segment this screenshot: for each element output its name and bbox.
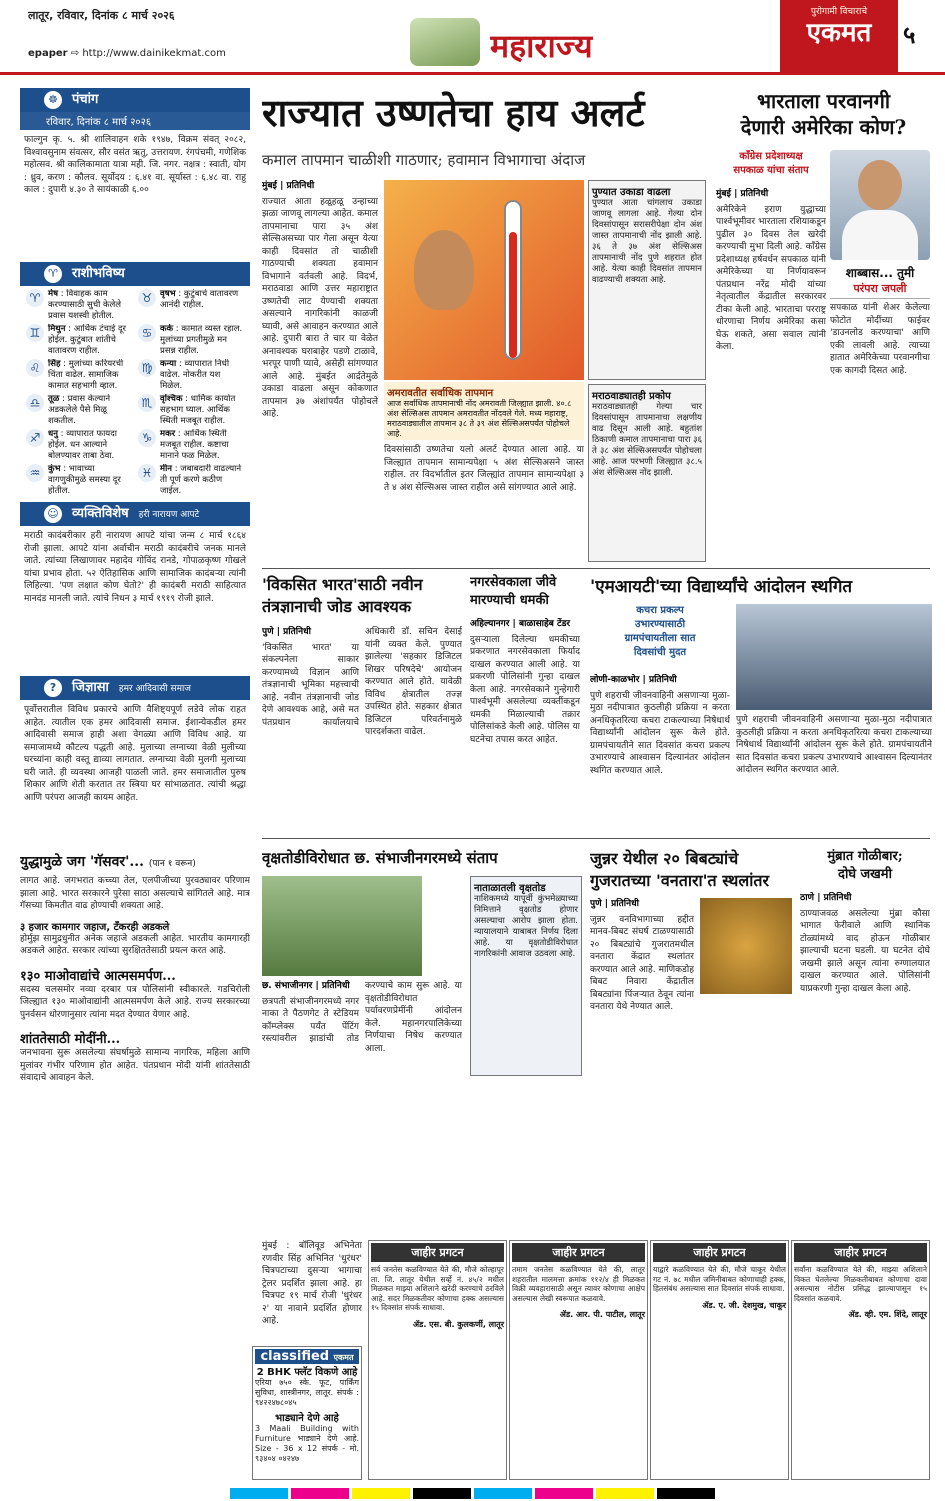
public-notice	[509, 1240, 648, 1480]
vyakti-subtitle: हरी नारायण आपटे	[138, 510, 200, 520]
rashi-text: वृषभ : कुटुंबाचे वातावरण आनंदी राहील.	[160, 289, 239, 310]
rashi-prediction: जबाबदारी वाढल्याने ती पूर्ण करणे कठीण जाईल.	[160, 464, 242, 496]
zodiac-sign-icon: ♊	[26, 324, 44, 342]
rashi-item	[26, 324, 132, 357]
tech-byline: पुणे | प्रतिनिधी	[262, 627, 311, 637]
rashi-text: सिंह : मुलांच्या करियरची चिंता वाढेल. सामाजिक कामात सहभागी व्हाल.	[48, 359, 124, 391]
rashi-name: तूळ	[48, 394, 60, 404]
rashi-name: मीन	[160, 464, 173, 474]
america-headline	[716, 88, 931, 158]
panchang-text: फाल्गुन कृ. ५. श्री शालिवाहन शके १९४७, विक्रम संवत् २०८२, विश्वावसुनाम संवत्सर, सौर वसंत ऋतु, उत्तरायण. रंगपंचमी, गणेशिक महोत्सव. श्री कालिकामाता यात्रा मही. जि. नगर. नक्षत्र : स्वाती, योग : ध्रुव, करण : कौलव. सूर्योदय : ६.४१ वा. सूर्यास्त : ६.४८ वा. राहु काल : दुपारी ४.३० ते सायंकाळी ६.००	[24, 135, 246, 195]
war-sub-3: १३० माओवाद्यांचे आत्मसमर्पण...	[20, 968, 176, 984]
rashi-item	[138, 359, 244, 392]
rashi-prediction: व्यापारात निधी वाढेल. नोकरीत यश मिळेल.	[160, 359, 230, 391]
notice-text: सर्वांना कळविण्यात येते की, माझ्या अशिलाने विकत घेतलेल्या मिळकतीबाबत कोणाचा दावा असल्यास नोटीस प्रसिद्ध झाल्यापासून १५ दिवसांत कळवावे.	[794, 1265, 927, 1303]
rashi-name: सिंह	[48, 359, 61, 369]
maharashtra-map-icon	[410, 18, 480, 66]
jigyasa-text: पूर्वोत्तरातील विविध प्रकारचे आणि वैशिष्ट्यपूर्ण लडेवे लोक राहत आहेत. त्यातील एक हमर आदिवासी समाज. ईशान्येकडील हमर आदिवासी समाज हाही अशा वेगळ्या आणि विविध आहे. या समाजामध्ये कौटल्य पद्धती आहे. मुलाच्या लग्नाच्या वेळी मुलीच्या घरच्यांना काही वस्तू द्याव्या लागतात. लग्नाच्या वेळी मुलगी मुलाच्या घरी जाते. ही व्यवस्था आजही पाळली जाते. हमर समाजातील पुरुष शिकार आणि शेती करतात तर स्त्रिया घर सांभाळतात. त्यांची श्रद्धा आणि परंपरा आजही कायम आहेत.	[24, 705, 246, 803]
rashi-title: राशीभविष्य	[72, 266, 125, 281]
notice-title: जाहीर प्रगटन	[653, 1243, 786, 1262]
ad1-title: 2 BHK फ्लॅट विकणे आहे	[256, 1367, 358, 1378]
rashi-text: वृश्चिक : धार्मिक कार्यात सहभाग घ्याल. आर्थिक स्थिती मजबूत राहील.	[160, 394, 236, 426]
rashi-text: धनु : व्यापारात फायदा होईल. धन आल्याने बोलण्यावर ताबा ठेवा.	[48, 429, 117, 461]
notice-title: जाहीर प्रगटन	[794, 1243, 927, 1262]
notice-signatory: ॲड. आर. पी. पाटील, लातूर	[559, 1310, 645, 1319]
rashi-prediction: प्रवास केल्याने अडकलेले पैसे मिळू शकतील.	[48, 394, 111, 426]
brand-logo	[780, 0, 898, 72]
ad1-text: एरिया ७५० स्के. फूट, पार्किंग सुविधा, शास्त्रीनगर, लातूर. संपर्क : ९४२२४७८०४५	[255, 1378, 359, 1407]
jigyasa-section	[20, 676, 250, 846]
photo-caption-text: आज सर्वाधिक तापमानाची नोंद अमरावती जिल्ह्यात झाली. ४०.८ अंश सेल्सिअस तापमान अमरावतीत नोंदवले गेले. मध्य महाराष्ट्र, मराठवाड्यातील तापमान ३८ ते ३९ अंश सेल्सिअसपर्यंत पोहोचले आहे.	[387, 399, 572, 438]
mit-sub-1: कचरा प्रकल्प	[636, 605, 684, 616]
tree-text: छत्रपती संभाजीनगरमध्ये नगर नाका ते पैठणगेट ते स्टेडियम कॉम्प्लेक्स पर्यंत पेंटिंग रस्त्यांवरील झाडांची तोड करण्याचे काम सुरू आहे. या वृक्षतोडीविरोधात पर्यावरणप्रेमींनी आंदोलन केले. महानगरपालिकेच्या निर्णयाचा निषेध करण्यात आला.	[262, 981, 462, 1054]
tech-body	[262, 626, 462, 832]
america-quote-box	[830, 264, 930, 564]
rashi-name: कुंभ	[48, 464, 61, 474]
person-icon: ☺	[44, 505, 62, 523]
masthead-rule	[0, 72, 945, 75]
america-byline: मुंबई | प्रतिनिधी	[716, 189, 769, 199]
america-body: अमेरिकेने इराण युद्धाच्या पार्श्वभूमीवर भारताला रशियाकडून पुढील ३० दिवस तेल खरेदी करण्याची मुभा दिली आहे. काँग्रेस प्रदेशाध्यक्ष हर्षवर्धन सपकाळ यांनी अमेरिकेच्या या निर्णयावरून पंतप्रधान नरेंद्र मोदी यांच्या नेतृत्वातील केंद्रातील सरकारवर टीका केली आहे. भारताचा परराष्ट्र धोरणाचा निर्णय अमेरिका कसा घेऊ शकते, असा सवाल त्यांनी केला.	[716, 204, 826, 352]
jigyasa-subtitle: हमर आदिवासी समाज	[118, 684, 191, 694]
rashi-text: मेष : विवाहक काम करण्यासाठी सुची केलेले प्रवास यशस्वी होतील.	[48, 289, 122, 321]
mit-sub-2: उभारण्यासाठी	[634, 619, 686, 630]
quote-title: शाब्बास... तुमी	[845, 266, 915, 280]
panchang-date: रविवार, दिनांक ८ मार्च २०२६	[20, 112, 250, 130]
jigyasa-header	[20, 676, 250, 700]
rashi-item	[138, 394, 244, 427]
thermometer-icon	[504, 200, 522, 360]
classified-label: classified	[260, 1349, 330, 1364]
rashi-name: धनु	[48, 429, 58, 439]
leopard-headline-1: जुन्नर येथील २० बिबट्यांचे	[590, 849, 739, 868]
public-notice	[791, 1240, 930, 1480]
zodiac-sign-icon: ♋	[138, 324, 156, 342]
tree-box-text: नाशिकमध्ये यापूर्वी कुंभमेळ्याच्या निमित्ताने वृक्षतोड होणार असल्याचा आरोप झाला होता. न्यायालयाने याबाबत निर्णय दिला आहे. या वृक्षतोडीविरोधात नागरिकांनी आवाज उठवला आहे.	[474, 894, 578, 959]
war-sub-2: ३ हजार कामगार जहाज, टँकरही अडकले	[20, 921, 170, 933]
notice-signatory: ॲड. व्ही. एम. शिंदे, लातूर	[848, 1310, 927, 1319]
brand-name: एकमत	[806, 18, 872, 48]
tree-headline: वृक्षतोडीविरोधात छ. संभाजीनगरमध्ये संताप	[262, 849, 498, 867]
quote-subtitle: परंपरा जपली	[830, 281, 930, 299]
nagar-byline: अहिल्यानगर | बाळासाहेब टेंडर	[470, 619, 571, 629]
issue-date: लातूर, रविवार, दिनांक ८ मार्च २०२६	[28, 9, 175, 22]
mit-protest-photo	[736, 604, 932, 710]
mumbra-body	[800, 892, 930, 1112]
masthead	[0, 0, 945, 72]
rashi-item	[26, 359, 132, 392]
marathwada-text: मराठवाड्यातही गेल्या चार दिवसांपासून तापमानाचा लक्षणीय वाढ दिसून आली आहे. बहुतांश ठिकाणी कमाल तापमानाचा पारा ३६ ते ३८ अंश सेल्सिअसपर्यंत पोहोचला आहे. आज परभणी जिल्ह्यात ३८.५ अंश सेल्सिअस नोंद झाली.	[592, 402, 702, 478]
mit-text: पुणे शहराची जीवनवाहिनी असणाऱ्या मुळा-मुठा नदीपात्रात कुठलीही प्रक्रिया न करता अनधिकृतरित्या कचरा टाकल्याच्या निषेधार्थ विद्यार्थ्यांनी आंदोलन सुरू केले होते. ग्रामपंचायतीने सात दिवसांत कचरा प्रकल्प उभारण्याचे आश्वासन दिल्यानंतर आंदोलन स्थगित करण्यात आले.	[590, 690, 730, 776]
panchang-header	[20, 88, 250, 112]
vyakti-title: व्यक्तिविशेष	[72, 506, 129, 521]
marathwada-box	[588, 384, 706, 562]
rashi-name: कन्या	[160, 359, 177, 369]
rashi-text: मिथुन : आर्थिक टंचाई दूर होईल. कुटुंबात शांतीचे वातावरण राहील.	[48, 324, 127, 356]
pune-heat-box	[588, 180, 706, 380]
section-title: महाराज्य	[490, 27, 593, 65]
notice-title: जाहीर प्रगटन	[371, 1243, 504, 1262]
photo-caption-title: अमरावतीत सर्वाधिक तापमान	[387, 388, 494, 399]
pune-heat-text: पुण्यात आता चांगलाच उकाडा जाणवू लागला आहे. गेल्या दोन दिवसांपासून सरासरीपेक्षा दोन अंश जास्त तापमानाची नोंद झाली आहे. ३६ ते ३७ अंश सेल्सिअस तापमानाची नोंद पुणे शहरात होत आहे. येत्या काही दिवसांत तापमान वाढण्याची शक्यता आहे.	[592, 198, 702, 285]
nagar-headline-2: मारण्याची धमकी	[470, 593, 549, 608]
classified-brand: एकमत	[333, 1353, 354, 1362]
heatwave-photo	[384, 180, 584, 380]
mit-sub-4: दिवसांची मुदत	[633, 647, 687, 658]
rashi-item	[26, 394, 132, 427]
jigyasa-title: जिज्ञासा	[72, 680, 109, 695]
mit-subhead	[590, 604, 730, 670]
panchang-title: पंचांग	[72, 92, 99, 107]
rashi-item	[26, 289, 132, 322]
tree-byline: छ. संभाजीनगर | प्रतिनिधी	[262, 981, 350, 991]
mumbra-headline-1: मुंब्रात गोळीबार;	[827, 849, 903, 864]
zodiac-sign-icon: ♈	[26, 289, 44, 307]
ad2-text: 3 Maali Building with Furniture भाड्याने देणे आहे. Size - 36 x 12 संपर्क - मो. ९३४०४ ०४२४७	[255, 1424, 359, 1463]
zodiac-sign-icon: ♓	[138, 464, 156, 482]
leopard-headline-2: गुजरातच्या 'वनतारा'त स्थलांतर	[590, 871, 770, 890]
tech-text: 'विकसित भारत' या संकल्पनेला साकार करण्यामध्ये विज्ञान आणि तंत्रज्ञानाची भूमिका महत्त्वाची आहे. नवीन तंत्रज्ञानाची जोड देणे आवश्यक आहे, असे मत पंतप्रधान कार्यालयाचे अधिकारी डॉ. सचिन देसाई यांनी व्यक्त केले. पुण्यात झालेल्या 'सहकार डिजिटल शिखर परिषदेचे' आयोजन करण्यात आले होते. यावेळी विविध क्षेत्रातील तज्ज्ञ उपस्थित होते. सहकार क्षेत्रात डिजिटल परिवर्तनामुळे पारदर्शकता वाढेल.	[262, 627, 462, 737]
war-cont: (पान १ वरून)	[148, 859, 196, 869]
nagar-body	[470, 618, 580, 832]
mit-body-right: पुणे शहराची जीवनवाहिनी असणाऱ्या मुळा-मुठा नदीपात्रात कुठलीही प्रक्रिया न करता अनधिकृतरित्या कचरा टाकल्याच्या निषेधार्थ विद्यार्थ्यांनी आंदोलन सुरू केले होते. ग्रामपंचायतीने सात दिवसांत कचरा प्रकल्प उभारण्याचे आश्वासन दिल्यानंतर आंदोलन स्थगित करण्यात आले.	[736, 715, 932, 775]
zodiac-sign-icon: ♉	[138, 289, 156, 307]
zodiac-sign-icon: ♑	[138, 429, 156, 447]
rashi-prediction: मुलांच्या करियरची चिंता वाढेल. सामाजिक कामात सहभागी व्हाल.	[48, 359, 124, 391]
rashi-item	[138, 429, 244, 462]
rashi-prediction: विवाहक काम करण्यासाठी सुची केलेले प्रवास यशस्वी होतील.	[48, 289, 122, 321]
zodiac-sign-icon: ♌	[26, 359, 44, 377]
tech-headline-1: 'विकसित भारत'साठी नवीन	[262, 575, 423, 594]
pune-heat-title: पुण्यात उकाडा वाढला	[592, 187, 671, 198]
america-subhead	[716, 150, 826, 186]
marathwada-title: मराठवाड्यातही प्रकोप	[592, 391, 671, 402]
vyakti-header	[20, 502, 250, 526]
rashi-item	[138, 324, 244, 357]
rashi-prediction: भावाच्या वागणुकीमुळे समस्या दूर होतील.	[48, 464, 121, 496]
notice-text: तमाम जनतेस कळविण्यात येते की, लातूर शहरातील मालमत्ता क्रमांक ११२/४ ही मिळकत विक्री व्यवहारासाठी असून त्यावर कोणाचा आक्षेप असल्यास लेखी स्वरूपात कळवावे.	[512, 1265, 645, 1303]
rashi-name: कर्क	[160, 324, 174, 334]
tree-protest-photo	[262, 876, 422, 976]
notice-text: याद्वारे कळविण्यात येते की, मौजे चाकूर येथील गट नं. ७८ मधील जमिनीबाबत कोणाचाही हक्क, हितसंबंध असल्यास सात दिवसांत संपर्क साधावा.	[653, 1265, 786, 1293]
war-body-4: जनभावना सुरू असलेल्या संघर्षामुळे सामान्य नागरिक, महिला आणि मुलांवर गंभीर परिणाम होत आहेत. पंतप्रधान मोदी यांनी शांततेसाठी संवादाचे आवाहन केले.	[20, 1048, 250, 1083]
rashi-item	[26, 429, 132, 462]
rashi-name: मिथुन	[48, 324, 66, 334]
rashi-prediction: आर्थिक टंचाई दूर होईल. कुटुंबात शांतीचे वातावरण राहील.	[48, 324, 127, 356]
mit-byline: लोणी-काळभोर | प्रतिनिधी	[590, 675, 677, 685]
notice-signatory: ॲड. ए. जी. देशमुख, चाकूर	[702, 1300, 786, 1310]
tree-body	[262, 980, 462, 1230]
notices-area	[368, 1240, 932, 1480]
classified-header	[255, 1349, 359, 1364]
public-notice	[650, 1240, 789, 1480]
lead-column-2: दिवसांसाठी उष्णतेचा यलो अलर्ट देण्यात आला आहे. या जिल्ह्यात तापमान सामान्यपेक्षा ५ अंश सेल्सिअसने जास्त राहील. तर विदर्भातील इतर जिल्ह्यांत तापमान सामान्यपेक्षा ३ ते ४ अंश सेल्सिअस जास्त राहील असे सांगण्यात आले आहे.	[384, 445, 584, 493]
zodiac-sign-icon: ♏	[138, 394, 156, 412]
rashi-item	[26, 464, 132, 497]
mumbra-headline-2: दोघे जखमी	[838, 867, 892, 882]
zodiac-sign-icon: ♐	[26, 429, 44, 447]
america-column	[716, 188, 826, 564]
lead-body: राज्यात आता हळूहळू उन्हाच्या झळा जाणवू लागल्या आहेत. कमाल तापमानाचा पारा ३५ अंश सेल्सिअसच्या पार गेला असून येत्या काही दिवसांत तो चाळीशी गाठण्याची शक्यता हवामान विभागाने वर्तवली आहे. विदर्भ, मराठवाडा आणि उत्तर महाराष्ट्रात उष्णतेची लाट येण्याची शक्यता असल्याने नागरिकांनी काळजी घ्यावी, असे आवाहन करण्यात आले आहे. दुपारी बारा ते चार या वेळेत अनावश्यक घराबाहेर पडणे टाळावे, भरपूर पाणी प्यावे, असेही सांगण्यात आले आहे. मुंबईत आर्द्रतेमुळे उकाडा वाढला असून कोकणात तापमान ३७ अंशांपर्यंत पोहोचले आहे.	[262, 196, 378, 419]
war-sub-4: शांततेसाठी मोदींनी...	[20, 1032, 121, 1047]
zodiac-sign-icon: ♒	[26, 464, 44, 482]
vyakti-section	[20, 502, 250, 672]
mit-sub-3: ग्रामपंचायतीला सात	[624, 633, 696, 644]
tech-headline-2: तंत्रज्ञानाची जोड आवश्यक	[262, 597, 412, 616]
rashi-prediction: आर्थिक स्थिती मजबूत राहील. कष्टाचा मानाने फळ मिळेल.	[160, 429, 229, 461]
war-body: लागत आहे. जगभरात कच्च्या तेल, एलपीजीच्या पुरवठ्यावर परिणाम झाला आहे. भारत सरकारने पुरेसा साठा असल्याचे सांगितले आहे. मात्र गॅसच्या किमतीत वाढ होण्याची शक्यता आहे.	[20, 876, 250, 911]
america-sub2: सपकाळ यांचा संताप	[733, 165, 809, 176]
leopard-photo	[700, 898, 792, 994]
zodiac-sign-icon: ♎	[26, 394, 44, 412]
zodiac-icon: ♈	[44, 265, 62, 283]
tree-box-title: नाताळातली वृक्षतोड	[474, 883, 546, 894]
rashi-text: कुंभ : भावाच्या वागणुकीमुळे समस्या दूर होतील.	[48, 464, 121, 496]
sapkal-photo	[830, 150, 930, 260]
mit-body-left	[590, 674, 730, 832]
nagar-headline	[470, 574, 580, 614]
america-sub1: काँग्रेस प्रदेशाध्यक्ष	[739, 151, 803, 162]
mit-headline: 'एमआयटी'च्या विद्यार्थ्यांचे आंदोलन स्थगित	[590, 577, 853, 597]
notice-title: जाहीर प्रगटन	[512, 1243, 645, 1262]
lead-byline: मुंबई | प्रतिनिधी	[262, 181, 315, 191]
panchang-section	[20, 88, 250, 260]
classified-section	[252, 1346, 362, 1480]
vyakti-text: मराठी कादंबरीकार हरी नारायण आपटे यांचा जन्म ८ मार्च १८६४ रोजी झाला. आपटे यांना अर्वाचीन मराठी कादंबरीचे जनक मानले जाते. त्यांच्या लिखाणावर महादेव गोविंद रानडे, गोपाळकृष्ण गोखले यांचा प्रभाव होता. ५२ ऐतिहासिक आणि सामाजिक कादंबऱ्या त्यांनी लिहिल्या. 'पण लक्षात कोण घेतो?' ही कादंबरी मराठी साहित्यात मानदंड मानली जाते. त्यांचे निधन ३ मार्च १९१९ रोजी झाले.	[24, 531, 246, 604]
tech-headline	[262, 574, 462, 622]
zodiac-sign-icon: ♍	[138, 359, 156, 377]
quote-text: सपकाळ यांनी शेअर केलेल्या फोटोत मोदींच्या फाईवर 'डाउनलोड करण्याचा' आणि एकी लावली आहे. त्याच्या हातात अमेरिकेच्या परवानगीचा एक कागदी दिसत आहे.	[830, 303, 930, 376]
page-number: ५	[903, 21, 916, 49]
film-brief: मुंबई : बॉलिवूड अभिनेता रणवीर सिंह अभिनित 'धुरंधर' चित्रपटाच्या दुसऱ्या भागाचा ट्रेलर प्रदर्शित झाला आहे. हा चित्रपट १९ मार्च रोजी 'धुरंधर २' या नावाने प्रदर्शित होणार आहे.	[262, 1241, 362, 1326]
rashi-prediction: धार्मिक कार्यात सहभाग घ्याल. आर्थिक स्थिती मजबूत राहील.	[160, 394, 236, 426]
calendar-icon: ☸	[44, 91, 62, 109]
nagar-headline-1: नगरसेवकाला जीवे	[470, 575, 557, 590]
notice-signatory: ॲड. एस. बी. कुलकर्णी, लातूर	[412, 1319, 504, 1329]
rashi-header	[20, 262, 250, 286]
epaper-line[interactable]: epaper ⇨ http://www.dainikekmat.com	[28, 48, 226, 59]
war-body-3: सदस्य चलसमोर नव्या दरबार पत्र पोलिसांनी स्वीकारले. गडचिरोली जिल्ह्यात १३० माओवाद्यांनी आत्मसमर्पण केले आहे. राज्य सरकारच्या पुनर्वसन धोरणानुसार त्यांना मदत देण्यात येणार आहे.	[20, 984, 250, 1020]
leopard-byline: पुणे | प्रतिनिधी	[590, 899, 639, 909]
photo-caption	[384, 382, 584, 440]
rashi-section	[20, 262, 250, 500]
mumbra-headline	[800, 848, 930, 888]
public-notice	[368, 1240, 507, 1480]
question-icon: ?	[44, 679, 62, 697]
rashi-grid	[20, 286, 250, 500]
rashi-text: मकर : आर्थिक स्थिती मजबूत राहील. कष्टाचा मानाने फळ मिळेल.	[160, 429, 229, 461]
war-headline	[20, 852, 250, 871]
rashi-prediction: व्यापारात फायदा होईल. धन आल्याने बोलण्यावर ताबा ठेवा.	[48, 429, 117, 461]
rashi-prediction: कुटुंबाचे वातावरण आनंदी राहील.	[160, 289, 239, 310]
rashi-name: वृश्चिक	[160, 394, 183, 404]
leopard-body	[590, 898, 694, 1098]
lead-column-1	[262, 180, 378, 560]
rashi-item	[138, 464, 244, 497]
war-title: युद्धामुळे जग 'गॅसवर'...	[20, 854, 145, 870]
ad2-title: भाड्याने देणे आहे	[275, 1413, 339, 1424]
rashi-prediction: कामात व्यस्त रहाल. मुलांच्या प्रगतीमुळे मन प्रसन्न राहील.	[160, 324, 243, 356]
woman-figure	[414, 230, 474, 310]
lead-subhead: कमाल तापमान चाळीशी गाठणार; हवामान विभागाचा अंदाज	[262, 151, 586, 169]
nagar-text: दुसऱ्याला दिलेल्या धमकीच्या प्रकरणात नगरसेवकाला फिर्याद दाखल करण्यात आली आहे. या प्रकरणी पोलिसांनी गुन्हा दाखल केला आहे. नगरसेवकाने गुन्हेगारी पार्श्वभूमी असलेल्या व्यक्तींकडून धमकी मिळाल्याची तक्रार पोलिसांकडे केली आहे. पोलिस या घटनेचा तपास करत आहेत.	[470, 634, 580, 745]
rashi-name: वृषभ	[160, 289, 176, 299]
tree-side-box	[470, 876, 582, 1076]
rashi-name: मेष	[48, 289, 58, 299]
website-url[interactable]: http://www.dainikekmat.com	[82, 48, 226, 59]
lead-headline: राज्यात उष्णतेचा हाय अलर्ट	[262, 90, 645, 135]
mumbra-byline: ठाणे | प्रतिनिधी	[800, 893, 852, 903]
war-body-2: होर्मुझ सामुद्रधुनीत अनेक जहाजे अडकली आहेत. भारतीय कामगारही अडकले आहेत. सरकार त्यांच्या सुरक्षिततेसाठी प्रयत्न करत आहे.	[20, 933, 250, 956]
leopard-headline	[590, 848, 790, 896]
mumbra-text: ठाण्याजवळ असलेल्या मुंब्रा कौसा भागात फेरीवाले आणि स्थानिक टोळ्यांमध्ये वाद होऊन गोळीबार झाल्याची घटना घडली. या घटनेत दोघे जखमी झाले असून त्यांना रुग्णालयात दाखल करण्यात आले. पोलिसांनी याप्रकरणी गुन्हा दाखल केला आहे.	[800, 908, 930, 994]
leopard-text: जुन्नर वनविभागाच्या हद्दीत मानव-बिबट संघर्ष टाळण्यासाठी २० बिबट्यांचे गुजरातमधील वनतारा केंद्रात स्थलांतर करण्यात आले आहे. माणिकडोह बिबट निवारा केंद्रातील बिबट्यांना पिंजऱ्यात ठेवून त्यांना वनतारा येथे नेण्यात आले.	[590, 914, 694, 1012]
war-section	[20, 852, 250, 1482]
epaper-label: epaper	[28, 48, 68, 59]
rashi-text: तूळ : प्रवास केल्याने अडकलेले पैसे मिळू शकतील.	[48, 394, 111, 426]
color-registration-strip	[0, 1486, 945, 1501]
rashi-text: कन्या : व्यापारात निधी वाढेल. नोकरीत यश मिळेल.	[160, 359, 230, 391]
rashi-text: कर्क : कामात व्यस्त रहाल. मुलांच्या प्रगतीमुळे मन प्रसन्न राहील.	[160, 324, 243, 356]
rashi-name: मकर	[160, 429, 176, 439]
rashi-item	[138, 289, 244, 322]
notice-text: सर्व जनतेस कळविण्यात येते की, मौजे कोल्हापूर ता. जि. लातूर येथील सर्व्हे नं. ४५/२ मधील मिळकत माझ्या अशिलाने खरेदी करण्याचे ठरविले आहे. सदर मिळकतीवर कोणाचा हक्क असल्यास १५ दिवसांत संपर्क साधावा.	[371, 1265, 504, 1312]
brand-tagline: पुरोगामी विचाराचे	[780, 0, 898, 17]
america-title: देणारी अमेरिका कोण?	[740, 115, 907, 139]
rashi-text: मीन : जबाबदारी वाढल्याने ती पूर्ण करणे कठीण जाईल.	[160, 464, 242, 496]
america-kicker: भारताला परवानगी	[756, 89, 891, 113]
